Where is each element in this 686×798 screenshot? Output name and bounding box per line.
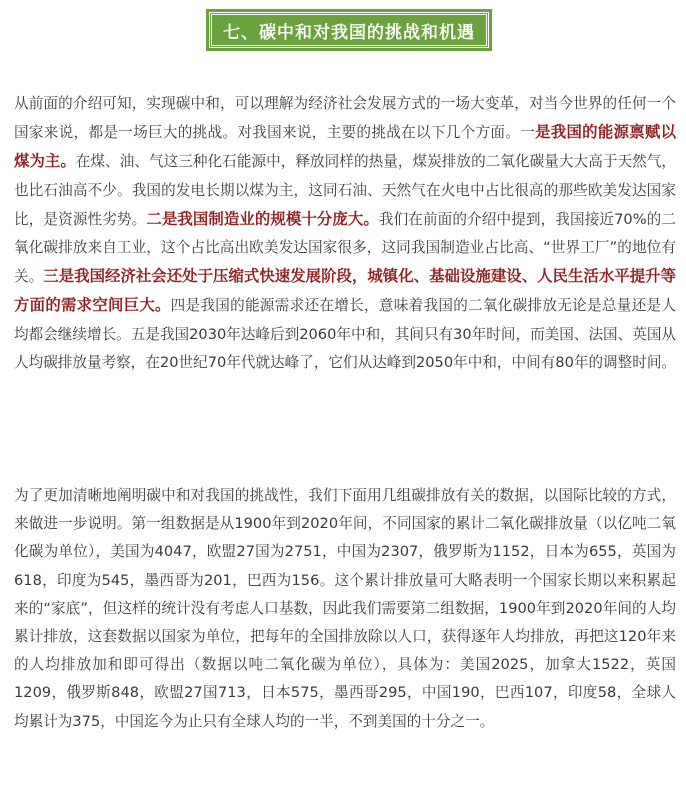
text-segment: 四是我国的能源需求还在增长，意味着我国的二氧化碳排放无论是总量还是人均都会继续增长。五是我国2030年达峰后到2060年中和，其间只有30年时间，而美国、法国、英国从人均碳排放量考察，在20世纪70年代就达峰了，它们从达峰到2050年中和，中间有80年的调整时间。 — [14, 297, 677, 371]
paragraph-data-comparison: 为了更加清晰地阐明碳中和对我国的挑战性，我们下面用几组碳排放有关的数据，以国际比较的方式，来做进一步说明。第一组数据是从1900年到2020年间，不同国家的累计二氧化碳排放量（以亿吨二氧化碳为单位），美国为4047，欧盟27国为2751，中国为2307，俄罗斯为1152，日本为655，英国为618，印度为545，墨西哥为201，巴西为156。这个累计排放量可大略表明一个国家长期以来积累起来的“家底”，但这样的统计没有考虑人口基数，因此我们需要第二组数据，1900年到2020年间的人均累计排放，这套数据以国家为单位，把每年的全国排放除以人口，获得逐年人均排放，再把这120年来的人均排放加和即可得出（数据以吨二氧化碳为单位），具体为：美国2025，加拿大1522，英国1209，俄罗斯848，欧盟27国713，日本575，墨西哥295，中国190，巴西107，印度58，全球人均累计为375，中国迄今为止只有全球人均的一半，不到美国的十分之一。 — [14, 487, 676, 730]
text-segment: 在煤、油、气这三种化石能源中，释放同样的热量，煤炭排放的二氧化碳量大大高于天然气，也比石油高不少。我国的发电长期以煤为主，这同石油、天然气在火电中占比很高的那些欧美发达国家比，是资源性劣势。 — [14, 153, 676, 228]
highlight-manufacturing-scale: 二是我国制造业的规模十分庞大。 — [146, 209, 379, 228]
text-segment: 从前面的介绍可知，实现碳中和，可以理解为经济社会发展方式的一场大变革，对当今世界的任何一个国家来说，都是一场巨大的挑战。对我国来说，主要的挑战在以下几个方面。一 — [14, 95, 676, 142]
highlight-energy-endowment: 是我国的能源禀赋以煤为主。 — [14, 123, 676, 171]
paragraph-challenges — [14, 90, 676, 377]
section-title-banner — [209, 12, 489, 48]
section-title: 七、碳中和对我国的挑战和机遇 — [223, 22, 475, 43]
highlight-rapid-development: 三是我国经济社会还处于压缩式快速发展阶段，城镇化、基础设施建设、人民生活水平提升等方面的需求空间巨大。 — [14, 267, 676, 315]
text-segment: 我们在前面的介绍中提到，我国接近70%的二氧化碳排放来自工业，这个占比高出欧美发达国家很多，这同我国制造业占比高、“世界工厂”的地位有关。 — [14, 210, 676, 286]
